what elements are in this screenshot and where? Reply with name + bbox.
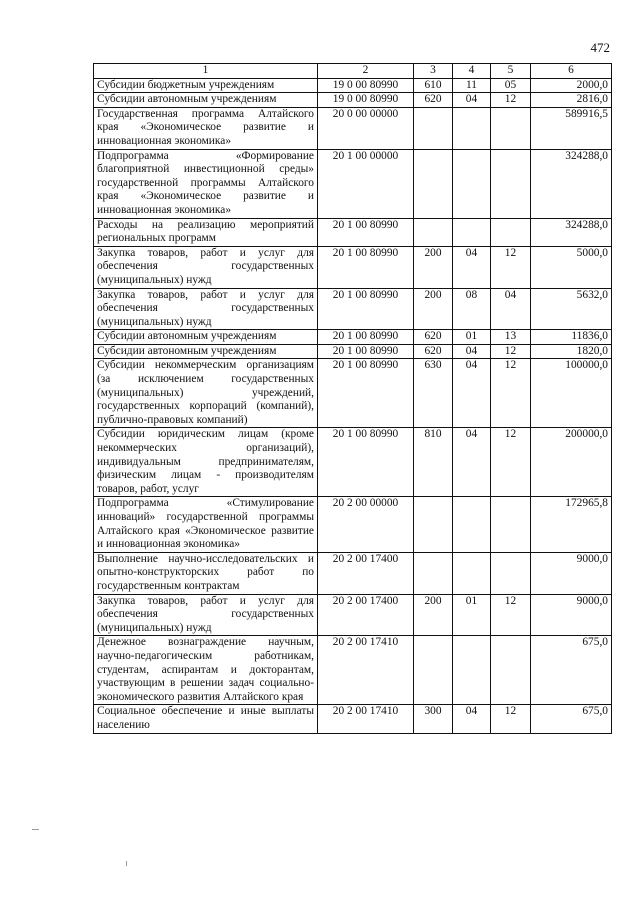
row-subsection-cell: 12 [491,359,531,428]
table-row [94,218,612,246]
row-sum-cell: 5000,0 [531,246,612,288]
row-code-cell: 20 2 00 17400 [318,594,414,636]
row-sum-cell: 1820,0 [531,344,612,359]
row-name-cell: Субсидии автономным учреждениям [94,93,318,108]
row-code-cell: 20 2 00 00000 [318,497,414,552]
row-name-cell: Субсидии юридическим лицам (кроме некоммерческих организаций), индивидуальным предпринимателям, физическим лицам - производителям товаров, работ, услуг [94,428,318,497]
row-section-cell: 11 [453,78,491,93]
row-code-cell: 20 1 00 80990 [318,288,414,330]
row-section-cell [453,552,491,594]
row-subsection-cell: 12 [491,93,531,108]
row-sum-cell: 2816,0 [531,93,612,108]
row-type-cell: 620 [414,344,453,359]
row-sum-cell: 675,0 [531,636,612,705]
row-sum-cell: 100000,0 [531,359,612,428]
row-subsection-cell [491,497,531,552]
row-sum-cell: 2000,0 [531,78,612,93]
table-row [94,705,612,733]
row-section-cell: 04 [453,359,491,428]
row-name-cell: Подпрограмма «Стимулирование инноваций» государственной программы Алтайского края «Экономическое развитие и инновационная экономика» [94,497,318,552]
row-section-cell [453,497,491,552]
table-row [94,428,612,497]
row-subsection-cell: 04 [491,288,531,330]
header-col-6: 6 [531,64,612,79]
table-row [94,330,612,345]
row-sum-cell: 589916,5 [531,107,612,149]
row-sum-cell: 11836,0 [531,330,612,345]
header-row [94,64,612,79]
row-subsection-cell: 12 [491,428,531,497]
row-section-cell: 04 [453,93,491,108]
header-col-2: 2 [318,64,414,79]
row-sum-cell: 172965,8 [531,497,612,552]
row-sum-cell: 200000,0 [531,428,612,497]
row-code-cell: 20 1 00 80990 [318,218,414,246]
row-code-cell: 19 0 00 80990 [318,93,414,108]
row-name-cell: Денежное вознаграждение научным, научно-педагогическим работникам, студентам, аспирантам и докторантам, участвующим в решении задач социально-экономического развития Алтайского края [94,636,318,705]
table-row [94,107,612,149]
row-subsection-cell [491,149,531,218]
row-type-cell: 630 [414,359,453,428]
row-subsection-cell: 12 [491,246,531,288]
row-subsection-cell: 05 [491,78,531,93]
row-name-cell: Подпрограмма «Формирование благоприятной инвестиционной среды» государственной программы Алтайского края «Экономическое развитие и инновационная экономика» [94,149,318,218]
row-name-cell: Субсидии автономным учреждениям [94,344,318,359]
header-col-4: 4 [453,64,491,79]
row-type-cell: 620 [414,93,453,108]
row-type-cell [414,636,453,705]
row-code-cell: 20 1 00 80990 [318,428,414,497]
row-type-cell [414,497,453,552]
row-type-cell: 200 [414,246,453,288]
row-code-cell: 20 1 00 80990 [318,359,414,428]
row-section-cell [453,107,491,149]
row-code-cell: 20 2 00 17400 [318,552,414,594]
row-name-cell: Закупка товаров, работ и услуг для обеспечения государственных (муниципальных) нужд [94,246,318,288]
row-section-cell: 01 [453,330,491,345]
header-col-3: 3 [414,64,453,79]
table-row [94,359,612,428]
row-type-cell [414,218,453,246]
table-row [94,149,612,218]
row-code-cell: 20 2 00 17410 [318,636,414,705]
row-name-cell: Закупка товаров, работ и услуг для обеспечения государственных (муниципальных) нужд [94,288,318,330]
scan-mark [126,861,127,866]
row-type-cell [414,552,453,594]
row-code-cell: 20 1 00 80990 [318,246,414,288]
row-subsection-cell [491,218,531,246]
row-type-cell: 610 [414,78,453,93]
row-name-cell: Субсидии некоммерческим организациям (за исключением государственных (муниципальных) учреждений, государственных корпораций (компаний), публично-правовых компаний) [94,359,318,428]
row-name-cell: Субсидии бюджетным учреждениям [94,78,318,93]
budget-table [93,63,612,734]
table-row [94,93,612,108]
row-sum-cell: 5632,0 [531,288,612,330]
row-sum-cell: 324288,0 [531,218,612,246]
row-code-cell: 20 1 00 00000 [318,149,414,218]
row-name-cell: Расходы на реализацию мероприятий региональных программ [94,218,318,246]
row-section-cell [453,636,491,705]
table-body [94,78,612,733]
row-name-cell: Субсидии автономным учреждениям [94,330,318,345]
table-row [94,288,612,330]
row-subsection-cell: 12 [491,705,531,733]
table-row [94,636,612,705]
row-name-cell: Закупка товаров, работ и услуг для обеспечения государственных (муниципальных) нужд [94,594,318,636]
row-code-cell: 20 0 00 00000 [318,107,414,149]
row-sum-cell: 9000,0 [531,552,612,594]
table-row [94,552,612,594]
row-section-cell: 04 [453,344,491,359]
row-code-cell: 20 1 00 80990 [318,330,414,345]
row-section-cell: 04 [453,705,491,733]
row-name-cell: Государственная программа Алтайского края «Экономическое развитие и инновационная экономика» [94,107,318,149]
header-col-1: 1 [94,64,318,79]
row-sum-cell: 324288,0 [531,149,612,218]
row-type-cell: 300 [414,705,453,733]
row-subsection-cell [491,636,531,705]
row-name-cell: Выполнение научно-исследовательских и опытно-конструкторских работ по государственным контрактам [94,552,318,594]
row-code-cell: 20 1 00 80990 [318,344,414,359]
row-code-cell: 19 0 00 80990 [318,78,414,93]
table-row [94,344,612,359]
row-subsection-cell: 12 [491,344,531,359]
row-type-cell [414,107,453,149]
row-subsection-cell: 12 [491,594,531,636]
row-section-cell [453,149,491,218]
page-number: 472 [590,40,610,55]
row-type-cell [414,149,453,218]
row-type-cell: 200 [414,288,453,330]
table-row [94,78,612,93]
row-section-cell: 04 [453,428,491,497]
row-type-cell: 620 [414,330,453,345]
row-section-cell [453,218,491,246]
row-section-cell: 08 [453,288,491,330]
row-subsection-cell: 13 [491,330,531,345]
row-subsection-cell [491,107,531,149]
table-row [94,246,612,288]
row-subsection-cell [491,552,531,594]
row-code-cell: 20 2 00 17410 [318,705,414,733]
row-name-cell: Социальное обеспечение и иные выплаты населению [94,705,318,733]
row-sum-cell: 675,0 [531,705,612,733]
header-col-5: 5 [491,64,531,79]
row-type-cell: 200 [414,594,453,636]
table-row [94,497,612,552]
scan-mark [32,829,39,830]
table-row [94,594,612,636]
row-section-cell: 01 [453,594,491,636]
row-type-cell: 810 [414,428,453,497]
row-section-cell: 04 [453,246,491,288]
row-sum-cell: 9000,0 [531,594,612,636]
